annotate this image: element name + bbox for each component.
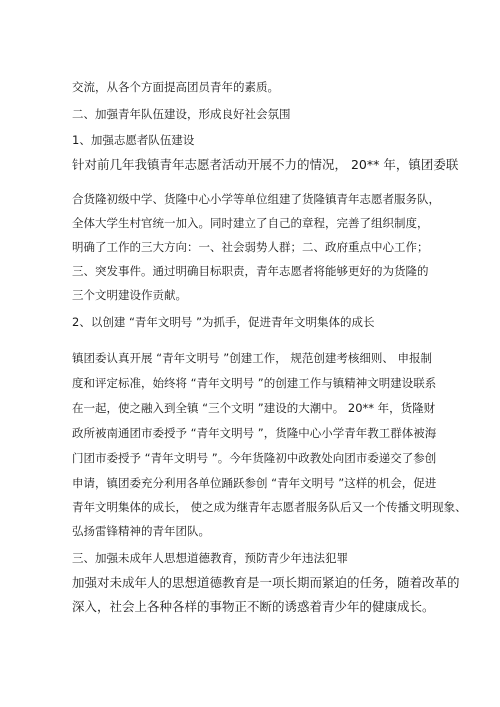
- text-line: 加强对未成年人的思想道德教育是一项长期而紧迫的任务，随着改革的: [72, 575, 460, 590]
- subsection-heading: 1、加强志愿者队伍建设: [72, 133, 195, 147]
- text-line: 交流，从各个方面提高团员青年的素质。: [72, 80, 279, 94]
- section-heading: 二、加强青年队伍建设，形成良好社会氛围: [72, 107, 291, 121]
- text-line: 门团市委授予 “青年文明号 ”。今年货隆初中政教处向团市委递交了参创: [72, 451, 437, 465]
- subsection-heading: 2、以创建 “青年文明号 ”为抓手，促进青年文明集体的成长: [72, 315, 375, 329]
- text-line: 深入，社会上各种各样的事物正不断的诱惑着青少年的健康成长。: [72, 599, 435, 614]
- text-line: 全体大学生村官统一加入。同时建立了自己的章程，完善了组织制度，: [72, 216, 429, 230]
- text-line: 弘扬雷锋精神的青年团队。: [72, 524, 210, 538]
- text-line: 三个文明建设作贡献。: [72, 288, 187, 302]
- section-heading: 三、加强未成年人思想道德教育，预防青少年违法犯罪: [72, 551, 348, 565]
- text-line: 镇团委认真开展 “青年文明号 ”创建工作， 规范创建考核细则、 申报制: [72, 351, 433, 365]
- text-line: 申请，镇团委充分利用各单位踊跃参创 “青年文明号 ”这样的机会，促进: [72, 476, 437, 490]
- text-line: 合货隆初级中学、货隆中心小学等单位组建了货隆镇青年志愿者服务队，: [72, 192, 440, 206]
- text-line: 明确了工作的三大方向：一、社会弱势人群；二、政府重点中心工作；: [72, 240, 429, 254]
- text-line: 三、突发事件。通过明确目标职责，青年志愿者将能够更好的为货隆的: [72, 264, 429, 278]
- text-line: 度和评定标准，始终将 “青年文明号 ”的创建工作与镇精神文明建设联系: [72, 376, 437, 390]
- text-line: 针对前几年我镇青年志愿者活动开展不力的情况， 20** 年，镇团委联: [72, 157, 459, 172]
- text-line: 青年文明集体的成长， 使之成为继青年志愿者服务队后又一个传播文明现象、: [72, 500, 467, 514]
- text-line: 政所被南通团市委授予 “青年文明号 ”，货隆中心小学青年教工群体被海: [72, 426, 437, 440]
- text-line: 在一起，使之融入到全镇 “三个文明 ”建设的大潮中。 20** 年，货隆财: [72, 401, 436, 415]
